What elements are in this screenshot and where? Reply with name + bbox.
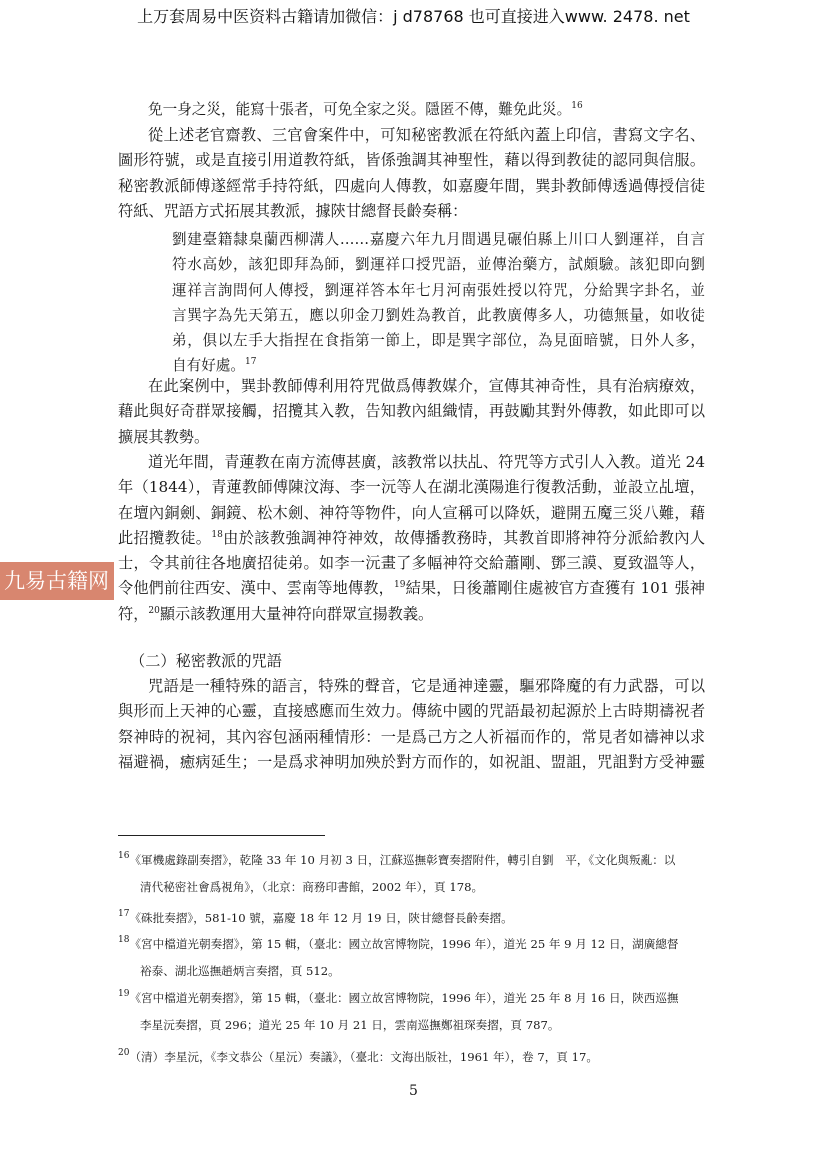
footnote-16 [118, 847, 700, 901]
footnote-text: （清）李星沅，《李文恭公（星沅）奏議》，（臺北：文海出版社，1961 年），卷 7，頁 17。 [129, 1050, 598, 1064]
footnote-number: 18 [118, 935, 130, 945]
text-line: 在壇內銅劍、銅鏡、松木劍、神符等物件，向人宣稱可以降妖，避開五魔三災八難，藉 [118, 503, 705, 522]
quote-line: 自有好處。 [172, 357, 245, 375]
text-line [118, 526, 705, 551]
text-line: 咒語是一種特殊的語言，特殊的聲音，它是通神達靈，驅邪降魔的有力武器，可以 [148, 677, 705, 695]
text-line: 福避禍，癒病延生；一是爲求神明加殃於對方而作的，如祝詛、盟詛，咒詛對方受神靈 [118, 752, 705, 771]
text-line: 年（1844），青蓮教師傅陳汶海、李一沅等人在湖北漢陽進行復教活動，並設立乩壇， [118, 478, 705, 497]
text-run: 符， [118, 604, 149, 623]
block-quote [172, 227, 705, 379]
quote-line: 運祥言詢問何人傳授，劉運祥答本年七月河南張姓授以符咒，分給巽字卦名，並 [172, 281, 705, 299]
footnote-number: 19 [118, 989, 130, 999]
text-line: 圖形符號，或是直接引用道教符紙，皆係強調其神聖性，藉以得到教徒的認同與信服。 [118, 151, 705, 170]
quote-line: 符水高妙，該犯即拜為師，劉運祥口授咒語，並傳治藥方，試頗驗。該犯即向劉 [172, 256, 705, 274]
text-run: 顯示該教運用大量神符向群眾宣揚教義。 [159, 604, 434, 623]
quote-text: 免一身之災，能寫十張者，可免全家之災。隱匿不傳，難免此災。 [148, 101, 572, 118]
footnote-number: 16 [118, 851, 130, 861]
quote-line: 劉建臺籍隸臬蘭西柳溝人……嘉慶六年九月間遇見碾伯縣上川口人劉運祥，自言 [172, 231, 705, 248]
footnote-text: 《宮中檔道光朝奏摺》，第 15 輯，（臺北：國立故宮博物院，1996 年），道光 25 年 8 月 16 日，陝西巡撫 [129, 991, 679, 1005]
text-line: 擴展其教勢。 [118, 427, 210, 446]
footnote-18 [118, 931, 700, 985]
text-run: 令他們前往西安、漢中、雲南等地傳教， [118, 579, 394, 598]
text-line: 符紙、咒語方式拓展其教派，據陝甘總督長齡奏稱： [118, 201, 468, 220]
footnote-ref: 18 [211, 529, 223, 540]
footnote-text: 清代秘密社會爲視角》，（北京：商務印書館，2002 年），頁 178。 [140, 880, 484, 894]
text-line: 祭神時的祝祠，其內容包涵兩種情形：一是爲己方之人祈福而作的，常見者如禱神以求 [118, 727, 705, 746]
quote-continuation [148, 97, 583, 122]
quote-line: 弟，俱以左手大指捏在食指第一節上，即是巽字部位，為見面暗號，日外人多， [172, 332, 705, 350]
footnote-text: 裕泰、湖北巡撫趙炳言奏摺，頁 512。 [140, 964, 340, 978]
paragraph-1 [118, 123, 705, 224]
watermark-banner: 上万套周易中医资料古籍请加微信：j d78768 也可直接进入www. 2478. net [137, 7, 690, 26]
quote-line: 言巽字為先天第五，應以卯金刀劉姓為教首，此教廣傳多人，功德無量，如收徒 [172, 306, 705, 324]
footnote-text: 《軍機處錄副奏摺》，乾隆 33 年 10 月初 3 日，江蘇巡撫彰寶奏摺附件，轉引自劉 平，《文化與叛亂：以 [129, 853, 676, 867]
text-line: 藉此與好奇群眾接觸，招攬其入教，告知教內組織情，再鼓勵其對外傳教，如此即可以 [118, 402, 705, 421]
page-number: 5 [409, 1083, 418, 1099]
text-line: 秘密教派師傅遂經常手持符紙，四處向人傳教，如嘉慶年間，巽卦教師傅透過傳授信徒 [118, 176, 705, 195]
footnote-17 [118, 905, 700, 932]
footnote-20 [118, 1044, 700, 1071]
paragraph-3 [118, 450, 705, 627]
footnote-ref: 16 [571, 101, 583, 111]
text-line: 道光年間，青蓮教在南方流傳甚廣，該教常以扶乩、符咒等方式引人入教。道光 24 [148, 453, 705, 471]
text-line: 與形而上天神的心靈，直接感應而生效力。傳統中國的咒語最初起源於上古時期禱祝者 [118, 702, 705, 721]
footnote-text: 《宮中檔道光朝奏摺》，第 15 輯，（臺北：國立故宮博物院，1996 年），道光 25 年 9 月 12 日，湖廣總督 [129, 937, 679, 951]
footnote-number: 17 [118, 909, 130, 919]
text-line: 在此案例中，巽卦教師傅利用符咒做爲傳教媒介，宣傳其神奇性，具有治病療效， [148, 377, 705, 395]
text-run: 此招攬教徒。 [118, 528, 212, 547]
watermark-logo: 九易古籍网 [0, 562, 114, 600]
text-line: 從上述老官齋教、三官會案件中，可知秘密教派在符紙內蓋上印信，書寫文字名、 [148, 126, 705, 144]
footnote-19 [118, 985, 700, 1039]
text-run: 由於該教強調神符神效，故傳播教務時，其教首即將神符分派給教內人 [222, 528, 706, 547]
paragraph-4 [118, 674, 705, 775]
footnote-text: 李星沅奏摺，頁 296；道光 25 年 10 月 21 日，雲南巡撫鄭祖琛奏摺，頁 787。 [140, 1018, 560, 1032]
paragraph-2 [118, 374, 705, 450]
footnote-divider [118, 835, 325, 836]
text-run: 結果，日後蕭剛住處被官方查獲有 101 張神 [405, 579, 705, 598]
footnote-ref: 17 [244, 357, 257, 368]
footnote-ref: 19 [393, 580, 406, 591]
section-heading: （二）秘密教派的咒語 [130, 652, 282, 670]
text-line [118, 602, 705, 627]
footnote-ref: 20 [148, 605, 160, 616]
footnote-text: 《硃批奏摺》，581-10 號，嘉慶 18 年 12 月 19 日，陝甘總督長齡奏摺。 [129, 911, 513, 925]
text-line [118, 576, 705, 601]
footnote-number: 20 [118, 1048, 130, 1058]
text-line: 士，令其前往各地廣招徒弟。如李一沅畫了多幅神符交給蕭剛、鄧三謨、夏致溫等人， [118, 554, 705, 573]
